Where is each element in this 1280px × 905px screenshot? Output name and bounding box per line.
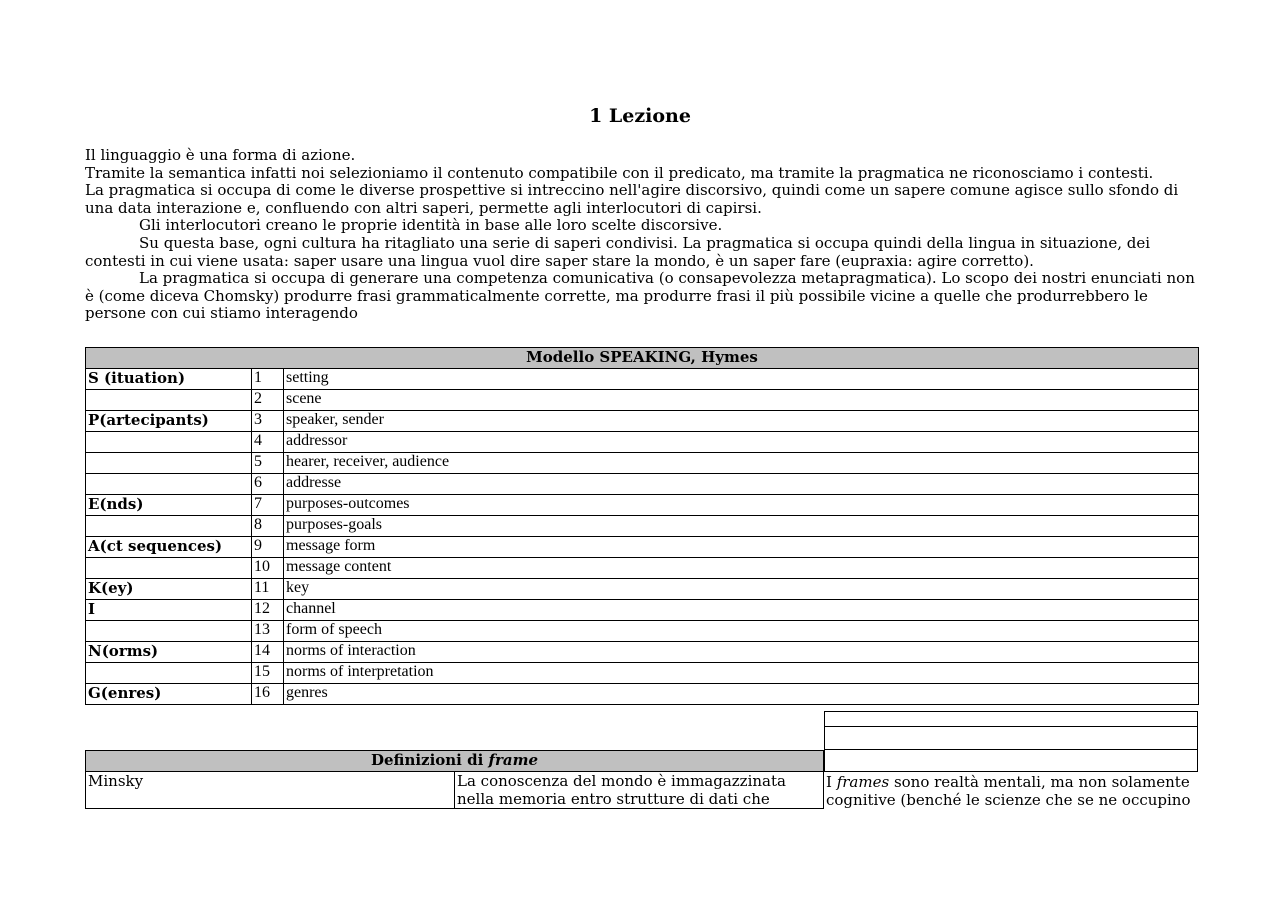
table-row <box>86 537 1199 558</box>
table-row <box>86 621 1199 642</box>
category-cell <box>86 390 252 411</box>
number-cell: 13 <box>252 621 284 642</box>
item-cell: speaker, sender <box>284 411 1199 432</box>
speaking-model-table <box>85 347 1199 705</box>
table-row <box>86 474 1199 495</box>
category-cell: N(orms) <box>86 642 252 663</box>
item-cell: form of speech <box>284 621 1199 642</box>
side-cell <box>824 749 1198 772</box>
table-row <box>86 495 1199 516</box>
definition-cell <box>455 772 824 809</box>
side-note-emphasis: frames <box>836 773 890 791</box>
table-row <box>86 772 824 809</box>
number-cell: 7 <box>252 495 284 516</box>
table-header: Definizioni di frame <box>86 751 824 772</box>
category-cell: P(artecipants) <box>86 411 252 432</box>
category-cell <box>86 432 252 453</box>
number-cell: 11 <box>252 579 284 600</box>
number-cell: 3 <box>252 411 284 432</box>
category-cell: G(enres) <box>86 684 252 705</box>
item-cell: scene <box>284 390 1199 411</box>
body-text <box>85 147 1200 323</box>
number-cell: 5 <box>252 453 284 474</box>
table-row <box>86 453 1199 474</box>
paragraph: La pragmatica si occupa di come le diverse prospettive si intreccino nell'agire discorsivo, quindi come un sapere comune agisce sullo sfondo di una data interazione e, confluendo con altri saperi, permette agli interlocutori di capirsi. <box>85 181 1179 217</box>
item-cell: message content <box>284 558 1199 579</box>
table-header: Modello SPEAKING, Hymes <box>86 348 1199 369</box>
paragraph: Il linguaggio è una forma di azione. <box>85 146 356 164</box>
item-cell: purposes-outcomes <box>284 495 1199 516</box>
item-cell: message form <box>284 537 1199 558</box>
table-row <box>86 369 1199 390</box>
item-cell: purposes-goals <box>284 516 1199 537</box>
header-emphasis: frame <box>488 751 539 769</box>
table-row <box>86 432 1199 453</box>
number-cell: 10 <box>252 558 284 579</box>
category-cell <box>86 558 252 579</box>
table-row <box>86 516 1199 537</box>
item-cell: channel <box>284 600 1199 621</box>
table-row <box>86 558 1199 579</box>
table-row <box>86 642 1199 663</box>
definition-line: La conoscenza del mondo è immagazzinata <box>457 772 786 790</box>
table-row <box>86 684 1199 705</box>
side-note-column <box>824 711 1198 809</box>
item-cell: key <box>284 579 1199 600</box>
table-row <box>86 411 1199 432</box>
item-cell: addressor <box>284 432 1199 453</box>
category-cell: K(ey) <box>86 579 252 600</box>
paragraph: La pragmatica si occupa di generare una competenza comunicativa (o consapevolezza metapragmatica). Lo scopo dei nostri enunciati non è (come diceva Chomsky) produrre frasi grammaticalmente corrette, ma produrre frasi il più possibile vicine a quelle che produrrebbero le persone con cui stiamo interagendo <box>85 269 1195 323</box>
number-cell: 4 <box>252 432 284 453</box>
item-cell: genres <box>284 684 1199 705</box>
category-cell: A(ct sequences) <box>86 537 252 558</box>
number-cell: 14 <box>252 642 284 663</box>
paragraph: Gli interlocutori creano le proprie identità in base alle loro scelte discorsive. <box>139 216 723 235</box>
item-cell: norms of interaction <box>284 642 1199 663</box>
side-cell <box>824 711 1198 727</box>
side-note-line: cognitive (benché le scienze che se ne occupino <box>826 791 1191 809</box>
paragraph: Su questa base, ogni cultura ha ritagliato una serie di saperi condivisi. La pragmatica si occupa quindi della lingua in situazione, dei contesti in cui viene usata: saper usare una lingua vuol dire saper stare la mondo, è un saper fare (eupraxia: agire corretto). <box>85 233 1151 270</box>
author-cell: Minsky <box>86 772 455 809</box>
number-cell: 16 <box>252 684 284 705</box>
category-cell <box>86 474 252 495</box>
item-cell: hearer, receiver, audience <box>284 453 1199 474</box>
number-cell: 9 <box>252 537 284 558</box>
category-cell <box>86 453 252 474</box>
definition-line: nella memoria entro strutture di dati che <box>457 790 770 808</box>
number-cell: 12 <box>252 600 284 621</box>
number-cell: 15 <box>252 663 284 684</box>
number-cell: 6 <box>252 474 284 495</box>
frame-definitions-table <box>85 750 824 809</box>
category-cell <box>86 663 252 684</box>
category-cell <box>86 621 252 642</box>
item-cell: norms of interpretation <box>284 663 1199 684</box>
paragraph: Tramite la semantica infatti noi selezioniamo il contenuto compatibile con il predicato, ma tramite la pragmatica ne riconosciamo i contesti. <box>85 163 1154 182</box>
number-cell: 8 <box>252 516 284 537</box>
item-cell: addresse <box>284 474 1199 495</box>
item-cell: setting <box>284 369 1199 390</box>
side-note-text: I frames sono realtà mentali, ma non solamente cognitive (benché le scienze che se ne occupino <box>826 773 1198 809</box>
table-row <box>86 579 1199 600</box>
table-row <box>86 600 1199 621</box>
table-row <box>86 390 1199 411</box>
category-cell: E(nds) <box>86 495 252 516</box>
category-cell: S (ituation) <box>86 369 252 390</box>
category-cell: I <box>86 600 252 621</box>
page-title: 1 Lezione <box>589 105 691 127</box>
category-cell <box>86 516 252 537</box>
side-cell <box>824 726 1198 750</box>
number-cell: 2 <box>252 390 284 411</box>
number-cell: 1 <box>252 369 284 390</box>
table-row <box>86 663 1199 684</box>
